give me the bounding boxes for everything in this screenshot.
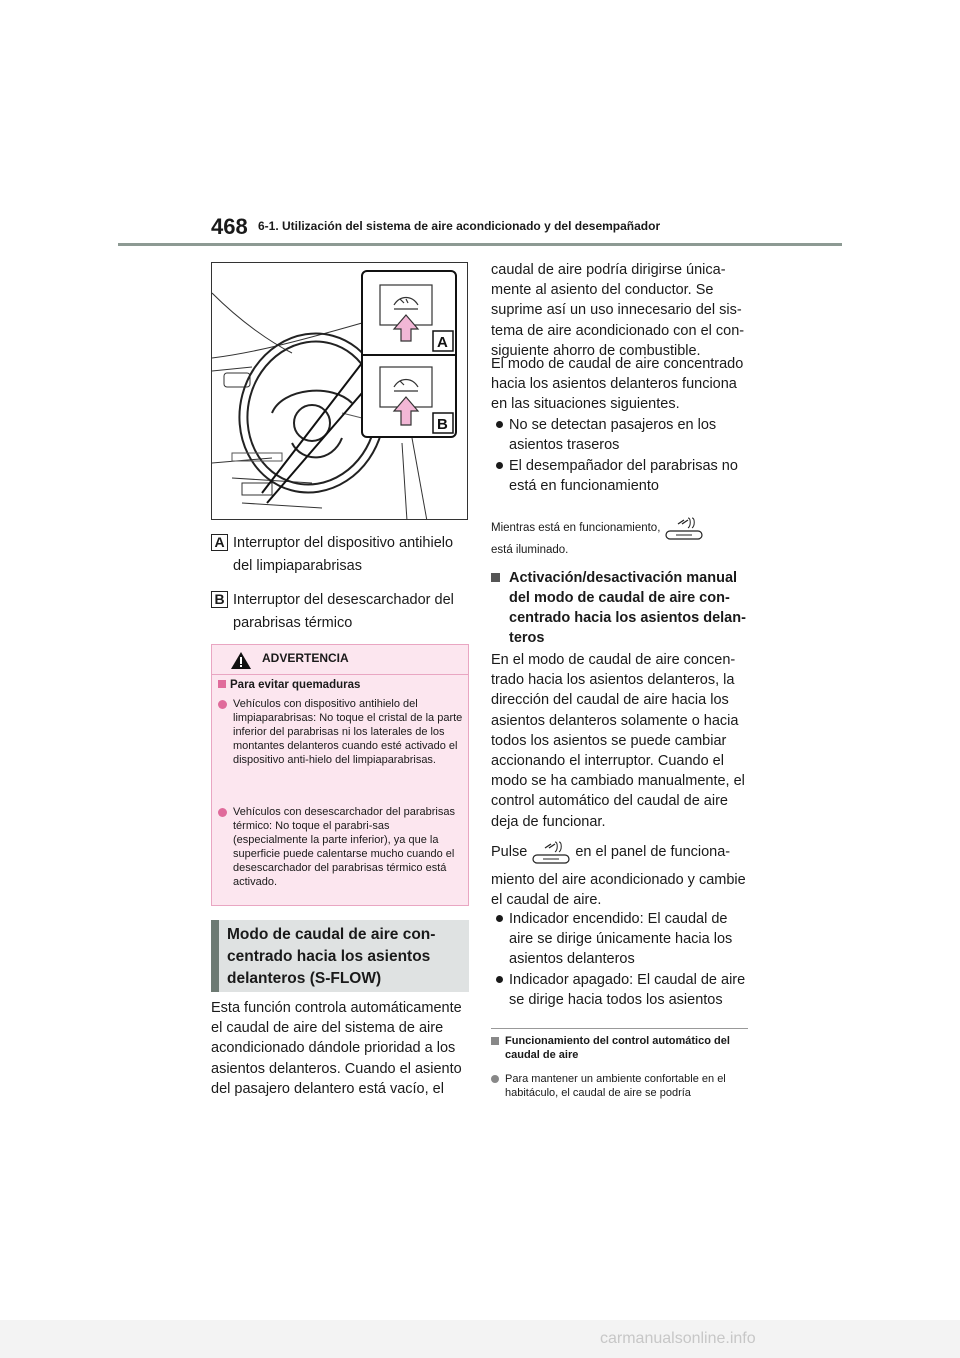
square-bullet-icon	[491, 1037, 499, 1045]
warning-item-text: Vehículos con desescarchador del parabrisas térmico: No toque el parabri-sas (especialmente la parte inferior), ya que la superficie puede calentarse mucho cuando el desescarchador del parabrisas térmico está activado.	[233, 806, 455, 888]
warning-item	[218, 805, 464, 889]
list-item-text: No se detectan pasajeros en los asientos traseros	[509, 417, 717, 454]
note-line: está iluminado.	[491, 544, 569, 556]
list-item	[491, 415, 753, 455]
warning-subtitle	[218, 679, 360, 691]
watermark: carmanualsonline.info	[0, 1320, 960, 1358]
note-line	[491, 514, 704, 542]
dashboard-illustration	[211, 262, 468, 520]
list-item	[491, 970, 753, 1010]
circle-bullet-icon	[491, 1075, 499, 1083]
paragraph: El modo de caudal de aire concentrado hacia los asientos delanteros funciona en las situaciones siguientes.	[491, 356, 744, 413]
intro-paragraph: Esta función controla automáticamente el caudal de aire del sistema de aire acondicionado dándole prioridad a los asientos delanteros. Cuando el asiento del pasajero delantero está vacío, el	[211, 1000, 462, 1097]
note-heading-text: Funcionamiento del control automático del caudal de aire	[505, 1035, 730, 1061]
note-heading	[491, 1034, 753, 1062]
list-item	[491, 456, 753, 496]
list-item-text: El desempañador del parabrisas no está en funcionamiento	[509, 458, 738, 495]
warning-box	[211, 644, 469, 906]
warning-item-text: Vehículos con dispositivo antihielo del limpiaparabrisas: No toque el cristal de la parte inferior del parabrisas ni los laterales de los montantes delanteros cuando esté activado el dispositivo anti-hielo del limpiaparabrisas.	[233, 698, 463, 766]
list-item-text: Indicador encendido: El caudal de aire se dirige únicamente hacia los asientos delanteros	[509, 911, 733, 968]
divider	[491, 1028, 748, 1029]
list-item	[491, 909, 753, 970]
warning-triangle-icon	[230, 651, 252, 670]
list-item-text: Indicador apagado: El caudal de aire se dirige hacia todos los asientos	[509, 972, 746, 1009]
callout-a-label: A	[437, 334, 448, 351]
paragraph	[491, 838, 753, 910]
bullet-dot-icon	[496, 976, 503, 983]
circle-bullet-icon	[218, 700, 227, 709]
legend-text-b: Interruptor del desescarchador del parabrisas térmico	[233, 592, 454, 631]
paragraph: caudal de aire podría dirigirse única-mente al asiento del conductor. Se suprime así un uso innecesario del sis-tema de aire acondicionado con el con-siguiente ahorro de combustible.	[491, 262, 745, 359]
header-rule	[118, 243, 842, 246]
square-bullet-icon	[218, 680, 226, 688]
circle-bullet-icon	[218, 808, 227, 817]
s-flow-button-icon	[531, 838, 571, 866]
legend-item-b	[211, 589, 468, 635]
legend-key-a: A	[211, 534, 228, 551]
section-title: 6-1. Utilización del sistema de aire acondicionado y del desempañador	[258, 219, 661, 233]
paragraph-text: miento del aire acondicionado y cambie el caudal de aire.	[491, 872, 746, 909]
note-item-text: Para mantener un ambiente confortable en el habitáculo, el caudal de aire se podría	[505, 1073, 726, 1099]
bullet-dot-icon	[496, 421, 503, 428]
s-flow-button-icon	[664, 514, 704, 542]
subsection-heading	[491, 568, 753, 648]
bullet-dot-icon	[496, 462, 503, 469]
bullet-dot-icon	[496, 915, 503, 922]
warning-header	[212, 645, 468, 675]
legend-item-a	[211, 532, 468, 578]
warning-title: ADVERTENCIA	[262, 651, 349, 665]
warning-subtitle-text: Para evitar quemaduras	[230, 679, 361, 691]
paragraph-text: Pulse	[491, 843, 528, 860]
callout-b-label: B	[437, 416, 448, 433]
subsection-heading-text: Activación/desactivación manual del modo de caudal de aire con-centrado hacia los asientos delan-teros	[509, 570, 746, 646]
legend-text-a: Interruptor del dispositivo antihielo del limpiaparabrisas	[233, 535, 454, 574]
warning-item	[218, 697, 464, 767]
note-item	[491, 1072, 753, 1100]
section-heading-box: Modo de caudal de aire con-centrado hacia los asientos delanteros (S-FLOW)	[211, 920, 469, 992]
page-number: 468	[211, 214, 248, 239]
paragraph-text: en el panel de funciona-	[575, 843, 731, 860]
square-bullet-icon	[491, 573, 500, 582]
legend-key-b: B	[211, 591, 228, 608]
paragraph: En el modo de caudal de aire concen-trado hacia los asientos delanteros, la dirección del caudal de aire hacia los asientos delanteros solamente o hacia todos los asientos se puede cambiar accionando el interruptor. Cuando el modo se ha cambiado manualmente, el control automático del caudal de aire deja de funcionar.	[491, 652, 745, 830]
note-text: Mientras está en funcionamiento,	[491, 522, 661, 535]
